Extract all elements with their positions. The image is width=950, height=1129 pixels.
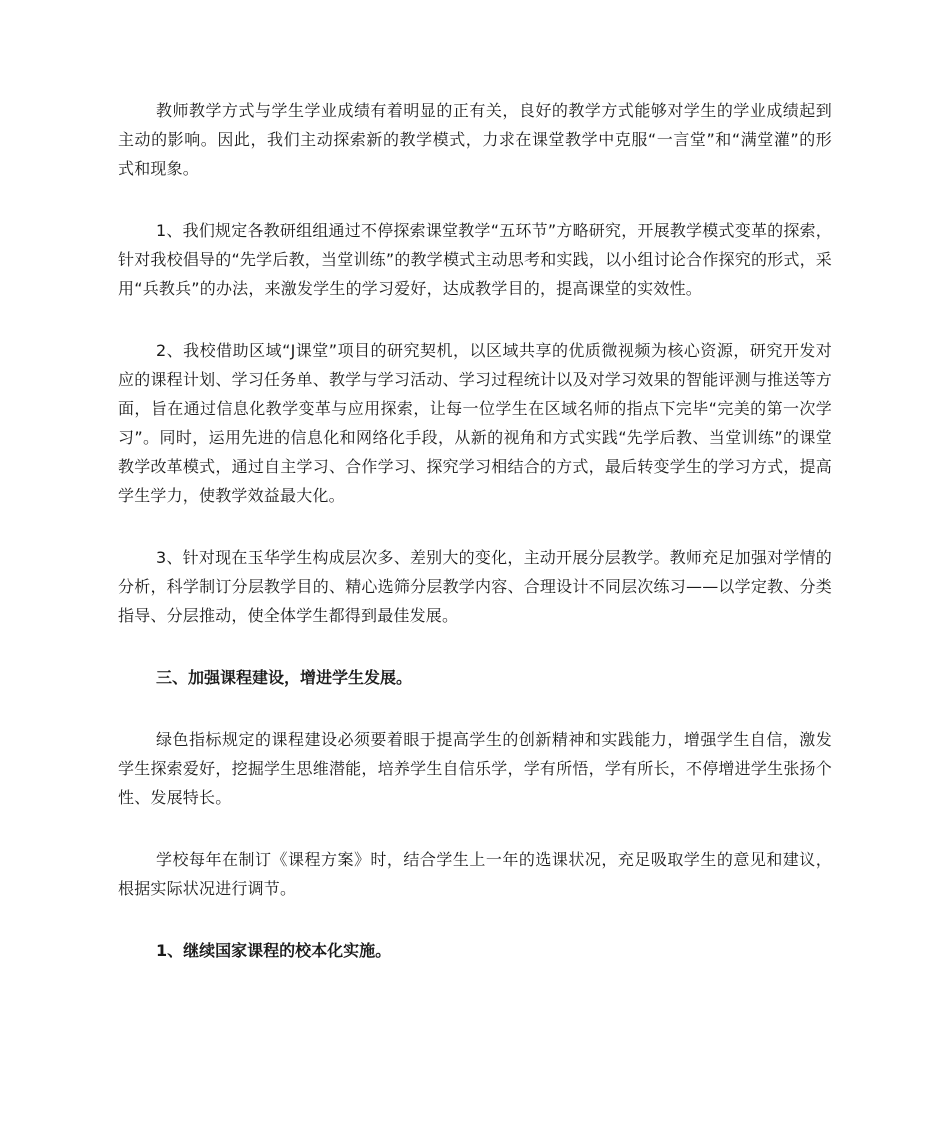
paragraph-item-2-j-classroom: 2、我校借助区域“J课堂”项目的研究契机，以区域共享的优质微视频为核心资源，研究开发对应的课程计划、学习任务单、教学与学习活动、学习过程统计以及对学习效果的智能评测与推送等方面，旨在通过信息化教学变革与应用探索，让每一位学生在区域名师的指点下完毕“完美的第一次学习”。同时，运用先进的信息化和网络化手段，从新的视角和方式实践“先学后教、当堂训练”的课堂教学改革模式，通过自主学习、合作学习、探究学习相结合的方式，最后转变学生的学习方式，提高学生学力，使教学效益最大化。 <box>118 341 832 505</box>
paragraph-item-1-teaching-mode: 1、我们规定各教研组组通过不停探索课堂教学“五环节”方略研究，开展教学模式变革的探索，针对我校倡导的“先学后教，当堂训练”的教学模式主动思考和实践，以小组讨论合作探究的形式，采用“兵教兵”的办法，来激发学生的学习爱好，达成教学目的，提高课堂的实效性。 <box>118 221 832 298</box>
paragraph-item-3-layered-teaching: 3、针对现在玉华学生构成层次多、差别大的变化，主动开展分层教学。教师充足加强对学情的分析，科学制订分层教学目的、精心选筛分层教学内容、合理设计不同层次练习——以学定教、分类指导、分层推动，使全体学生都得到最佳发展。 <box>118 548 832 625</box>
paragraph-green-indicators: 绿色指标规定的课程建设必须要着眼于提高学生的创新精神和实践能力，增强学生自信，激发学生探索爱好，挖掘学生思维潜能，培养学生自信乐学，学有所悟，学有所长，不停增进学生张扬个性、发展特长。 <box>118 730 832 807</box>
paragraph-teaching-methods: 教师教学方式与学生学业成绩有着明显的正有关，良好的教学方式能够对学生的学业成绩起到主动的影响。因此，我们主动探索新的教学模式，力求在课堂教学中克服“一言堂”和“满堂灌”的形式和现象。 <box>118 101 832 178</box>
paragraph-curriculum-plan: 学校每年在制订《课程方案》时，结合学生上一年的选课状况，充足吸取学生的意见和建议，根据实际状况进行调节。 <box>118 850 832 898</box>
subheading-national-curriculum: 1、继续国家课程的校本化实施。 <box>156 941 392 960</box>
section-heading-curriculum: 三、加强课程建设，增进学生发展。 <box>156 668 413 687</box>
document-page <box>118 96 832 998</box>
